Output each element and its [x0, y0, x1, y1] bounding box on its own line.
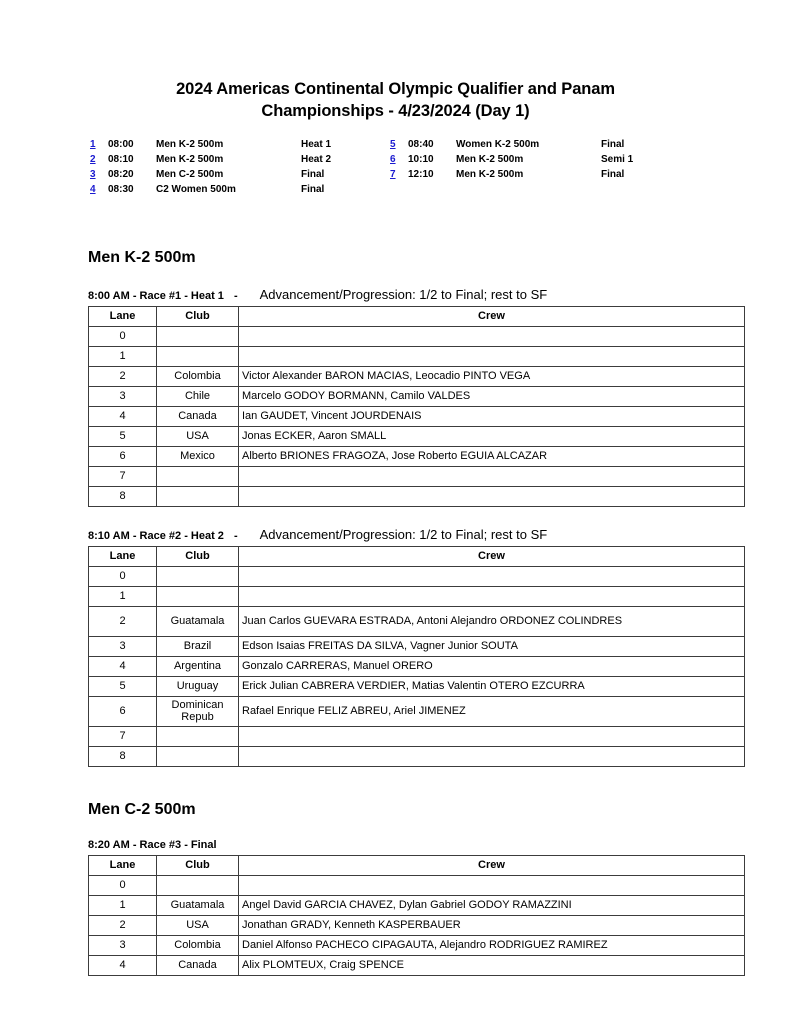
cell-crew: [239, 346, 745, 366]
cell-lane: 5: [89, 676, 157, 696]
schedule-row: [390, 152, 690, 167]
cell-club: [157, 726, 239, 746]
cell-crew: Victor Alexander BARON MACIAS, Leocadio PINTO VEGA: [239, 366, 745, 386]
race-table: [88, 855, 745, 976]
table-row: [89, 606, 745, 636]
cell-crew: Angel David GARCIA CHAVEZ, Dylan Gabriel GODOY RAMAZZINI: [239, 895, 745, 915]
cell-lane: 0: [89, 326, 157, 346]
cell-lane: 4: [89, 955, 157, 975]
cell-club: Dominican Repub: [157, 696, 239, 726]
cell-club: USA: [157, 426, 239, 446]
schedule-round: Heat 2: [301, 153, 332, 165]
cell-crew: Erick Julian CABRERA VERDIER, Matias Valentin OTERO EZCURRA: [239, 676, 745, 696]
cell-crew: Rafael Enrique FELIZ ABREU, Ariel JIMENEZ: [239, 696, 745, 726]
table-row: [89, 935, 745, 955]
cell-club: [157, 326, 239, 346]
schedule-row: [390, 167, 690, 182]
schedule-event: Men K-2 500m: [156, 138, 224, 150]
cell-crew: Jonas ECKER, Aaron SMALL: [239, 426, 745, 446]
title-line-2: Championships - 4/23/2024 (Day 1): [261, 102, 530, 121]
schedule-round: Final: [301, 183, 325, 195]
cell-club: Canada: [157, 406, 239, 426]
schedule-row: [90, 182, 390, 197]
schedule-row: [390, 137, 690, 152]
schedule-row: [90, 167, 390, 182]
schedule-link-number[interactable]: 6: [390, 153, 396, 165]
cell-crew: Ian GAUDET, Vincent JOURDENAIS: [239, 406, 745, 426]
cell-lane: 8: [89, 746, 157, 766]
cell-club: Colombia: [157, 366, 239, 386]
table-header-row: [89, 546, 745, 566]
schedule-event: Men K-2 500m: [456, 168, 524, 180]
page-title: [88, 78, 703, 123]
cell-crew: [239, 566, 745, 586]
column-header: Lane: [89, 546, 157, 566]
table-row: [89, 466, 745, 486]
cell-lane: 7: [89, 726, 157, 746]
table-row: [89, 656, 745, 676]
race-table: [88, 546, 745, 767]
schedule-round: Final: [301, 168, 325, 180]
cell-lane: 6: [89, 446, 157, 466]
cell-club: [157, 746, 239, 766]
schedule-time: 12:10: [408, 168, 434, 180]
race-dash: -: [233, 529, 238, 542]
cell-lane: 1: [89, 895, 157, 915]
cell-lane: 1: [89, 586, 157, 606]
table-row: [89, 696, 745, 726]
schedule-time: 08:10: [108, 153, 134, 165]
cell-club: Uruguay: [157, 676, 239, 696]
cell-lane: 2: [89, 915, 157, 935]
cell-club: USA: [157, 915, 239, 935]
table-row: [89, 386, 745, 406]
race-advancement: Advancement/Progression: 1/2 to Final; rest to SF: [259, 286, 548, 302]
cell-lane: 6: [89, 696, 157, 726]
cell-lane: 3: [89, 636, 157, 656]
cell-crew: [239, 746, 745, 766]
cell-club: [157, 875, 239, 895]
cell-club: [157, 566, 239, 586]
cell-lane: 1: [89, 346, 157, 366]
schedule-time: 10:10: [408, 153, 434, 165]
cell-lane: 2: [89, 366, 157, 386]
race-table: [88, 306, 745, 507]
cell-lane: 4: [89, 406, 157, 426]
schedule-round: Final: [601, 168, 625, 180]
table-row: [89, 955, 745, 975]
table-row: [89, 875, 745, 895]
cell-crew: [239, 726, 745, 746]
schedule-link-number[interactable]: 5: [390, 138, 396, 150]
schedule-round: Heat 1: [301, 138, 332, 150]
schedule-event: Women K-2 500m: [456, 138, 540, 150]
column-header: Lane: [89, 855, 157, 875]
table-row: [89, 366, 745, 386]
cell-lane: 2: [89, 606, 157, 636]
table-header-row: [89, 855, 745, 875]
cell-club: Guatamala: [157, 606, 239, 636]
title-line-1: 2024 Americas Continental Olympic Qualifier and Panam: [176, 80, 615, 98]
cell-crew: Marcelo GODOY BORMANN, Camilo VALDES: [239, 386, 745, 406]
schedule-column-left: [90, 137, 390, 197]
table-row: [89, 586, 745, 606]
schedule-event: Men K-2 500m: [156, 153, 224, 165]
cell-crew: [239, 586, 745, 606]
race-advancement: Advancement/Progression: 1/2 to Final; rest to SF: [259, 526, 548, 542]
table-row: [89, 446, 745, 466]
cell-crew: Juan Carlos GUEVARA ESTRADA, Antoni Alejandro ORDONEZ COLINDRES: [239, 606, 745, 636]
cell-club: Mexico: [157, 446, 239, 466]
cell-club: Guatamala: [157, 895, 239, 915]
section-heading: Men K-2 500m: [88, 248, 196, 266]
cell-lane: 0: [89, 566, 157, 586]
cell-club: [157, 486, 239, 506]
table-header-row: [89, 306, 745, 326]
cell-lane: 8: [89, 486, 157, 506]
schedule-event: C2 Women 500m: [156, 183, 236, 195]
cell-club: Canada: [157, 955, 239, 975]
schedule-row: [90, 152, 390, 167]
column-header: Crew: [239, 855, 745, 875]
schedule-link-number[interactable]: 7: [390, 168, 396, 180]
cell-club: [157, 586, 239, 606]
race-header: [88, 527, 743, 542]
schedule-index: [48, 137, 743, 197]
race-header: [88, 287, 743, 302]
table-row: [89, 346, 745, 366]
race-label: 8:10 AM - Race #2 - Heat 2: [88, 529, 224, 542]
table-row: [89, 726, 745, 746]
cell-lane: 3: [89, 935, 157, 955]
column-header: Crew: [239, 546, 745, 566]
schedule-column-right: [390, 137, 690, 197]
cell-club: [157, 346, 239, 366]
cell-crew: Alix PLOMTEUX, Craig SPENCE: [239, 955, 745, 975]
table-row: [89, 746, 745, 766]
cell-crew: [239, 875, 745, 895]
schedule-round: Final: [601, 138, 625, 150]
column-header: Club: [157, 546, 239, 566]
schedule-link-number[interactable]: 4: [90, 183, 96, 195]
race-header: [88, 839, 743, 851]
section-heading: Men C-2 500m: [88, 800, 196, 818]
cell-lane: 3: [89, 386, 157, 406]
cell-club: Brazil: [157, 636, 239, 656]
cell-lane: 5: [89, 426, 157, 446]
cell-club: [157, 466, 239, 486]
cell-crew: Daniel Alfonso PACHECO CIPAGAUTA, Alejandro RODRIGUEZ RAMIREZ: [239, 935, 745, 955]
table-row: [89, 486, 745, 506]
schedule-link-number[interactable]: 3: [90, 168, 96, 180]
cell-crew: Edson Isaias FREITAS DA SILVA, Vagner Junior SOUTA: [239, 636, 745, 656]
cell-club: Chile: [157, 386, 239, 406]
cell-club: Argentina: [157, 656, 239, 676]
schedule-time: 08:40: [408, 138, 434, 150]
table-row: [89, 676, 745, 696]
table-row: [89, 895, 745, 915]
column-header: Crew: [239, 306, 745, 326]
cell-lane: 0: [89, 875, 157, 895]
cell-crew: [239, 466, 745, 486]
table-row: [89, 326, 745, 346]
schedule-event: Men K-2 500m: [456, 153, 524, 165]
table-row: [89, 915, 745, 935]
schedule-row: [90, 137, 390, 152]
race-dash: -: [233, 289, 238, 302]
cell-crew: [239, 486, 745, 506]
schedule-round: Semi 1: [601, 153, 634, 165]
schedule-time: 08:00: [108, 138, 134, 150]
sections-host: [48, 249, 743, 976]
race-label: 8:00 AM - Race #1 - Heat 1: [88, 289, 224, 302]
table-row: [89, 636, 745, 656]
schedule-event: Men C-2 500m: [156, 168, 224, 180]
cell-lane: 4: [89, 656, 157, 676]
column-header: Lane: [89, 306, 157, 326]
table-row: [89, 566, 745, 586]
column-header: Club: [157, 306, 239, 326]
cell-lane: 7: [89, 466, 157, 486]
race-label: 8:20 AM - Race #3 - Final: [88, 838, 217, 851]
cell-crew: [239, 326, 745, 346]
cell-club: Colombia: [157, 935, 239, 955]
schedule-time: 08:20: [108, 168, 134, 180]
cell-crew: Gonzalo CARRERAS, Manuel ORERO: [239, 656, 745, 676]
schedule-link-number[interactable]: 1: [90, 138, 96, 150]
schedule-time: 08:30: [108, 183, 134, 195]
column-header: Club: [157, 855, 239, 875]
cell-crew: Alberto BRIONES FRAGOZA, Jose Roberto EGUIA ALCAZAR: [239, 446, 745, 466]
cell-crew: Jonathan GRADY, Kenneth KASPERBAUER: [239, 915, 745, 935]
schedule-link-number[interactable]: 2: [90, 153, 96, 165]
table-row: [89, 406, 745, 426]
table-row: [89, 426, 745, 446]
